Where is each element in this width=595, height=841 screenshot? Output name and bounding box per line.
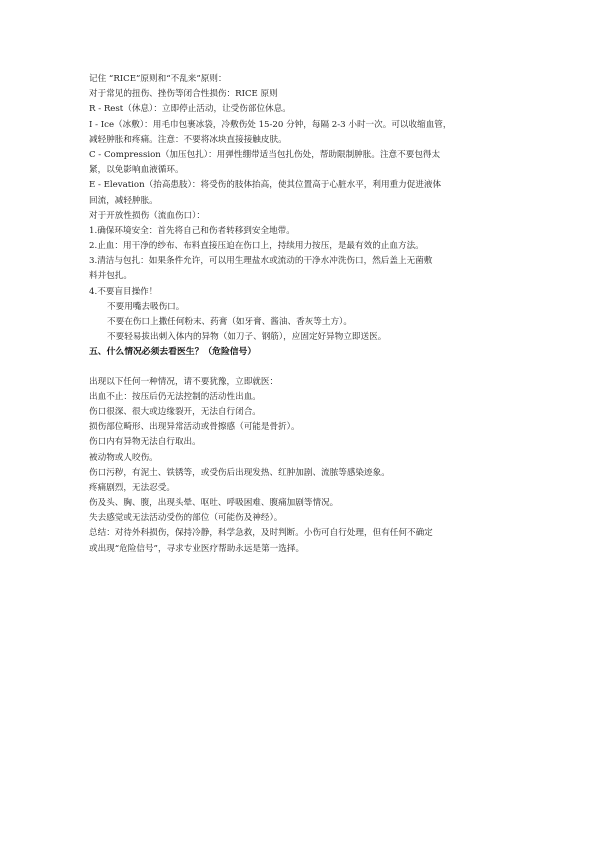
warning-item: 出血不止：按压后仍无法控制的活动性出血。 <box>89 391 261 402</box>
spacer <box>89 361 509 375</box>
step-1: 1.确保环境安全：首先将自己和伤者转移到安全地带。 <box>89 225 295 236</box>
rest-line: R - Rest（休息）：立即停止活动，让受伤部位休息。 <box>89 104 291 115</box>
warning-item: 伤及头、胸、腹，出现头晕、呕吐、呼吸困难、腹痛加剧等情况。 <box>89 498 339 509</box>
dont-item-2: 不要在伤口上撒任何粉末、药膏（如牙膏、酱油、香灰等土方）。 <box>107 317 352 327</box>
warning-item: 伤口污秽，有泥土、铁锈等，或受伤后出现发热、红肿加剧、流脓等感染迹象。 <box>89 467 390 478</box>
open-wound-title: 对于开放性损伤（流血伤口）： <box>89 210 206 221</box>
closed-injury-line: 对于常见的扭伤、挫伤等闭合性损伤：RICE 原则 <box>89 89 278 100</box>
step-3-line-1: 3.清洁与包扎：如果条件允许，可以用生理盐水或流动的干净水冲洗伤口，然后盖上无菌敷 <box>89 256 433 267</box>
dont-item-1: 不要用嘴去吸伤口。 <box>107 301 185 312</box>
warning-item: 伤口很深、很大或边缘裂开，无法自行闭合。 <box>89 406 261 417</box>
summary-line-2: 或出现“危险信号”，寻求专业医疗帮助永远是第一选择。 <box>89 543 305 554</box>
warning-item: 伤口内有异物无法自行取出。 <box>89 437 201 448</box>
ice-line-2: 减轻肿胀和疼痛。注意：不要将冰块直接接触皮肤。 <box>89 134 287 145</box>
dont-item-3: 不要轻易拔出刺入体内的异物（如刀子、钢筋），应固定好异物立即送医。 <box>107 332 387 343</box>
step-2: 2.止血：用干净的纱布、布料直接压迫在伤口上，持续用力按压，是最有效的止血方法。 <box>89 241 424 252</box>
elevation-line-2: 回流，减轻肿胀。 <box>89 195 158 206</box>
summary-line-1: 总结：对待外科损伤，保持冷静，科学急救，及时判断。小伤可自行处理，但有任何不确定 <box>89 528 433 539</box>
compression-line-2: 紧，以免影响血液循环。 <box>89 165 184 176</box>
step-4: 4.不要盲目操作！ <box>89 286 158 297</box>
ice-line-1: I - Ice（冰敷）：用毛巾包裹冰袋，冷敷伤处 15-20 分钟，每隔 2-3 小时一次。可以收缩血管， <box>89 119 452 130</box>
warning-intro: 出现以下任何一种情况，请不要犹豫，立即就医： <box>89 376 279 387</box>
rice-intro: 记住 “RICE”原则和“不乱来”原则： <box>89 74 227 84</box>
document-page <box>89 72 509 557</box>
warning-item: 被动物或人咬伤。 <box>89 452 158 463</box>
warning-item: 疼痛剧烈，无法忍受。 <box>89 482 175 493</box>
warning-item: 损伤部位畸形、出现异常活动或骨擦感（可能是骨折）。 <box>89 422 300 433</box>
compression-line-1: C - Compression（加压包扎）：用弹性绷带适当包扎伤处，帮助限制肿胀。注意不要包得太 <box>89 149 441 160</box>
elevation-line-1: E - Elevation（抬高患肢）：将受伤的肢体抬高，使其位置高于心脏水平，利用重力促进液体 <box>89 180 442 191</box>
warning-item: 失去感觉或无法活动受伤的部位（可能伤及神经）。 <box>89 513 283 524</box>
section-heading: 五、什么情况必须去看医生？（危险信号） <box>89 347 257 358</box>
step-3-line-2: 料并包扎。 <box>89 271 132 282</box>
